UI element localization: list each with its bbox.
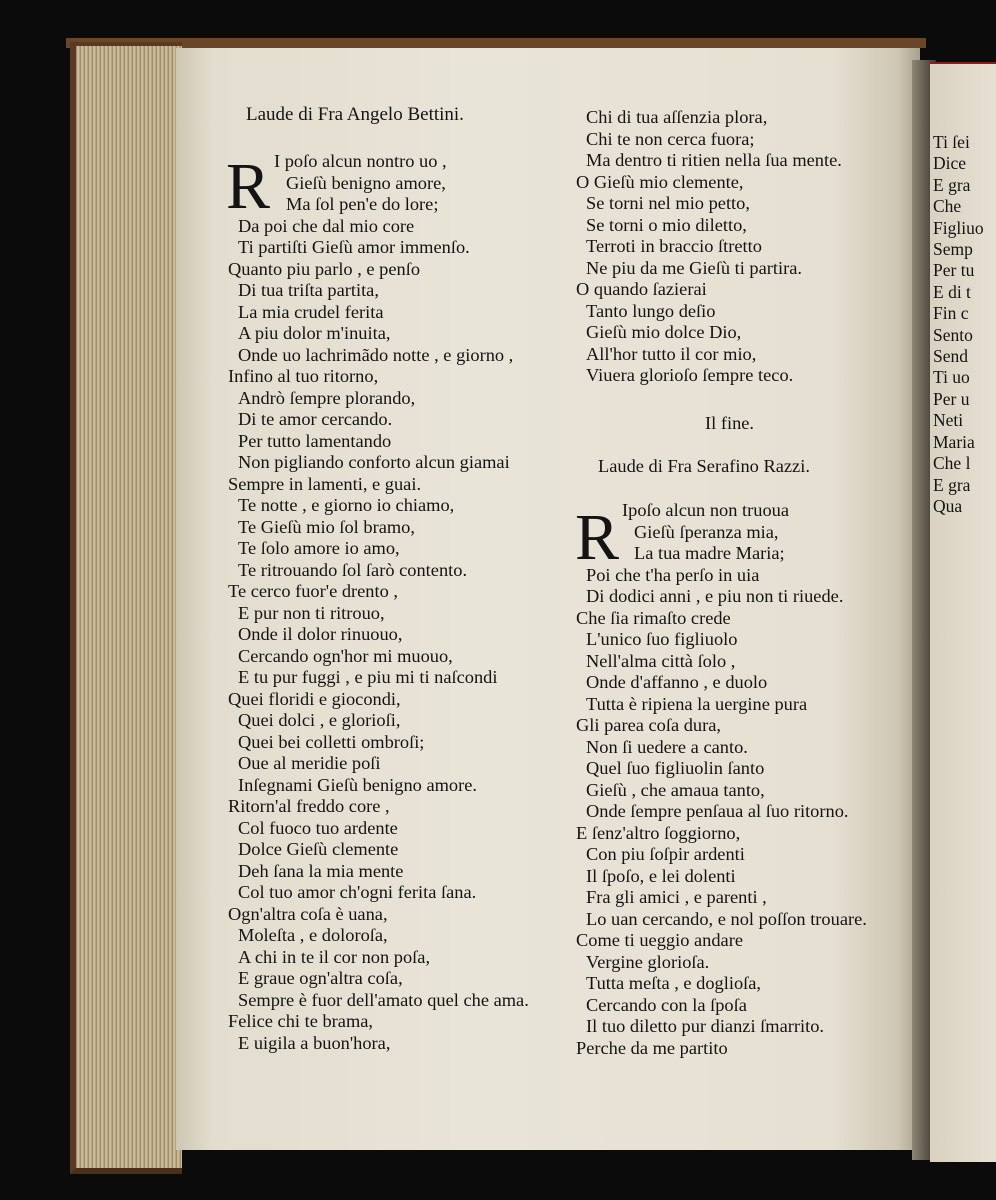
verse-line: Vergine glorioſa. [586,951,710,972]
verse-line: Per tutto lamentando [238,430,392,451]
verse-line: Tutta è ripiena la uergine pura [586,693,808,714]
verse-line: Onde il dolor rinuouo, [238,624,403,644]
verse-line: Di tua triſta partita, [238,280,379,300]
verse-line: Perche da me partito [576,1037,728,1058]
verse-line: Ti partiſti Gieſù amor immenſo. [238,237,470,257]
verse-line: Col fuoco tuo ardente [238,817,398,838]
verse-line: Col tuo amor ch'ogni ferita ſana. [238,882,477,902]
verse-line: Di te amor cercando. [238,409,393,429]
verse-line: Sempre in lamenti, e guai. [228,473,422,494]
verse-line: Te notte , e giorno io chiamo, [238,495,455,515]
verse-line: Oue al meridie poſi [238,753,381,773]
verse-line: Fra gli amici , e parenti , [586,887,767,907]
verse-line: I poſo alcun nontro uo , [274,151,447,171]
verse-line: O Gieſù mio clemente, [576,171,744,192]
verse-line: Poi che t'ha perſo in uia [586,564,760,585]
next-page-line: Ti ſei [933,132,970,152]
verse-line: All'hor tutto il cor mio, [586,343,757,364]
verse-line: Da poi che dal mio core [238,215,415,236]
verse-line: Se torni o mio diletto, [586,214,747,235]
verse-line: Ogn'altra coſa è uana, [228,903,388,924]
verse-line: Te Gieſù mio ſol bramo, [238,516,415,537]
next-page-line: Maria [933,431,975,452]
next-page-line: Send [933,346,968,367]
verse-line: Ritorn'al freddo core , [228,796,390,816]
next-page-line: Per tu [933,260,975,281]
verse-line: Ma dentro ti ritien nella ſua mente. [586,150,842,170]
verse-line: E tu pur fuggi , e piu mi ti naſcondi [238,667,498,687]
verse-line: Ma ſol pen'e do lore; [286,194,439,214]
verse-line: Gieſù benigno amore, [286,172,446,193]
next-page-line: Fin c [933,303,969,324]
verse-line: Lo uan cercando, e nol poſſon trouare. [586,908,867,929]
verse-line: Che ſia rimaſto crede [576,607,731,628]
verse-line: Di dodici anni , e piu non ti riuede. [586,586,844,606]
verse-line: Quei bei colletti ombroſi; [238,731,425,752]
verse-line: Come ti ueggio andare [576,930,743,950]
next-page-line: Qua [933,495,963,516]
book-cover-edge [66,38,926,48]
right-poem-lines-top [576,107,842,387]
verse-line: Deh ſana la mia mente [238,860,404,881]
drop-cap-right: R [575,501,620,574]
verse-line: E pur non ti ritrouo, [238,602,385,623]
verse-line: Ipoſo alcun non truoua [622,500,790,520]
red-edge-rule [930,62,996,64]
next-page [930,62,996,1162]
verse-line: Terroti in braccio ſtretto [586,236,762,256]
left-poem-lines [228,151,529,1054]
verse-line: Onde d'affanno , e duolo [586,672,768,692]
verse-line: Sempre è fuor dell'amato quel che ama. [238,989,529,1010]
verse-line: Moleſta , e doloroſa, [238,925,388,945]
verse-line: Onde ſempre penſaua al ſuo ritorno. [586,801,849,821]
verse-line: Chi di tua aſſenzia plora, [586,107,768,127]
next-page-line: Ti uo [933,367,970,388]
verse-line: Quei dolci , e glorioſi, [238,710,401,730]
next-page-line: Semp [933,239,973,260]
next-page-line: Dice [933,153,967,174]
verse-line: Te ſolo amore io amo, [238,538,400,558]
poem-title-right: Laude di Fra Serafino Razzi. [598,456,810,476]
verse-line: Viuera glorioſo ſempre teco. [586,365,794,385]
next-page-line: Che l [933,453,971,474]
verse-line: Gieſù ſperanza mia, [634,521,779,542]
verse-line: Gieſù mio dolce Dio, [586,322,742,342]
next-page-line: E gra [933,174,971,195]
verse-line: Con piu ſoſpir ardenti [586,844,745,864]
verse-line: Tutta meſta , e doglioſa, [586,973,762,993]
verse-line: Andrò ſempre plorando, [238,387,416,408]
verse-line: Quel ſuo figliuolin ſanto [586,758,765,778]
verse-line: Cercando con la ſpoſa [586,994,747,1015]
next-page-line: Per u [933,388,970,409]
drop-cap-left: R [226,150,271,223]
verse-line: L'unico ſuo figliuolo [586,629,738,649]
next-page-line: Figliuo [933,217,984,238]
verse-line: Gli parea coſa dura, [576,715,722,735]
verse-line: Tanto lungo deſio [586,300,716,321]
fine-label: Il fine. [705,413,755,433]
verse-line: E uigila a buon'hora, [238,1032,391,1053]
next-page-line: Sento [933,324,973,345]
verse-line: Ne piu da me Gieſù ti partira. [586,257,803,278]
verse-line: La tua madre Maria; [634,543,785,563]
left-column [228,104,464,126]
right-poem-lines-bottom [576,500,867,1059]
verse-line: Non pigliando conforto alcun giamai [238,452,510,472]
next-page-line: E di t [933,281,971,302]
next-page-text [933,132,984,517]
verse-line: Infino al tuo ritorno, [228,366,379,386]
verse-line: O quando ſazierai [576,279,707,299]
verse-line: E ſenz'altro ſoggiorno, [576,822,741,843]
next-page-line: Che [933,196,962,217]
verse-line: Se torni nel mio petto, [586,193,750,213]
verse-line: Non ſi uedere a canto. [586,736,748,757]
verse-line: Chi te non cerca fuora; [586,128,755,149]
verse-line: La mia crudel ferita [238,301,384,322]
verse-line: Inſegnami Gieſù benigno amore. [238,774,478,795]
verse-line: Te ritrouando ſol ſarò contento. [238,559,468,580]
verse-line: A piu dolor m'inuita, [238,323,391,343]
verse-line: Felice chi te brama, [228,1011,374,1031]
poem-title-left: Laude di Fra Angelo Bettini. [246,104,464,125]
page-edges [70,42,182,1174]
verse-line: Il ſpoſo, e lei dolenti [586,865,736,886]
verse-line: Onde uo lachrimãdo notte , e giorno , [238,344,514,365]
verse-line: Quanto piu parlo , e penſo [228,258,421,279]
verse-line: Gieſù , che amaua tanto, [586,779,765,800]
verse-line: Quei floridi e giocondi, [228,688,401,709]
verse-line: Cercando ogn'hor mi muouo, [238,645,453,666]
verse-line: Nell'alma città ſolo , [586,650,736,671]
verse-line: Dolce Gieſù clemente [238,839,399,859]
next-page-line: Neti [933,410,964,431]
verse-line: Il tuo diletto pur dianzi ſmarrito. [586,1016,825,1036]
next-page-line: E gra [933,474,971,495]
verse-line: Te cerco fuor'e drento , [228,581,399,601]
verse-line: A chi in te il cor non poſa, [238,946,431,967]
verse-line: E graue ogn'altra coſa, [238,968,403,988]
